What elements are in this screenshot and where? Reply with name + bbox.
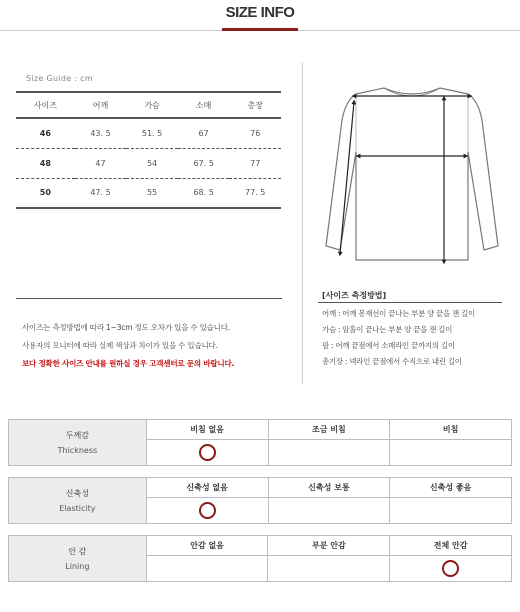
measure-method-list	[322, 308, 517, 372]
circle-marker-icon	[199, 444, 216, 461]
sleeve-cell: 67. 5	[178, 148, 230, 178]
shoulder-cell: 47	[75, 148, 127, 178]
title-underline	[222, 28, 298, 31]
column-header-sleeve: 소매	[178, 92, 230, 118]
sleeve-cell: 67	[178, 118, 230, 148]
size-cell: 50	[16, 178, 75, 208]
shoulder-cell: 47. 5	[75, 178, 127, 208]
table-row	[16, 118, 281, 148]
size-notes	[22, 322, 297, 376]
size-table-header	[16, 92, 281, 118]
size-cell: 46	[16, 118, 75, 148]
thickness-option-sheer: 비침	[390, 420, 512, 440]
elasticity-option-normal: 신축성 보통	[268, 478, 390, 498]
elasticity-cell-good	[390, 498, 512, 524]
elasticity-cell-normal	[268, 498, 390, 524]
elasticity-label-cell	[9, 478, 147, 524]
chest-cell: 51. 5	[126, 118, 178, 148]
thickness-cell-slight	[268, 440, 390, 466]
chest-cell: 55	[126, 178, 178, 208]
size-table	[16, 91, 281, 209]
elasticity-label-en: Elasticity	[59, 503, 96, 513]
length-cell: 77	[229, 148, 281, 178]
note-monitor-color: 사용자의 모니터에 따라 실제 색상과 차이가 있을 수 있습니다.	[22, 341, 218, 350]
lining-label: 안 감	[68, 546, 87, 556]
thickness-label: 두께감	[65, 430, 89, 440]
sweater-outline	[326, 88, 498, 260]
length-cell: 76	[229, 118, 281, 148]
method-length: 총기장 : 넥라인 끝점에서 수직으로 내린 길이	[322, 357, 462, 366]
column-header-chest: 가슴	[126, 92, 178, 118]
thickness-table	[8, 419, 512, 466]
thickness-option-slight: 조금 비침	[268, 420, 390, 440]
thickness-cell-sheer	[390, 440, 512, 466]
page-title: SIZE INFO	[225, 4, 295, 21]
column-header-shoulder: 어깨	[75, 92, 127, 118]
sweater-measure-diagram	[312, 78, 512, 268]
section-divider	[302, 62, 303, 384]
measure-method-title: [사이즈 측정방법]	[322, 291, 387, 300]
chest-cell: 54	[126, 148, 178, 178]
lining-option-none: 안감 없음	[146, 536, 268, 556]
circle-marker-icon	[199, 502, 216, 519]
lining-cell-partial	[268, 556, 390, 582]
lining-option-partial: 부분 안감	[268, 536, 390, 556]
thickness-label-en: Thickness	[57, 445, 98, 455]
length-cell: 77. 5	[229, 178, 281, 208]
column-header-size: 사이즈	[16, 92, 75, 118]
lining-cell-none	[146, 556, 268, 582]
method-shoulder: 어깨 : 어깨 봉재선이 끝나는 부분 양 끝을 잰 길이	[322, 309, 475, 318]
elasticity-option-none: 신축성 없음	[146, 478, 268, 498]
method-sleeve: 팔 : 어깨 끝점에서 소매라인 끝까지의 길이	[322, 341, 455, 350]
circle-marker-icon	[442, 560, 459, 577]
column-header-length: 총장	[229, 92, 281, 118]
sleeve-cell: 68. 5	[178, 178, 230, 208]
size-guide-label: Size Guide : cm	[26, 74, 93, 83]
thickness-cell-none	[146, 440, 268, 466]
elasticity-table	[8, 477, 512, 524]
lining-cell-full	[390, 556, 512, 582]
notes-divider	[16, 298, 282, 299]
note-measurement-error: 사이즈는 측정방법에 따라 1~3cm 정도 오차가 있을 수 있습니다.	[22, 323, 230, 332]
size-cell: 48	[16, 148, 75, 178]
table-row	[16, 148, 281, 178]
table-row	[16, 178, 281, 208]
lining-option-full: 전체 안감	[390, 536, 512, 556]
measure-method-divider	[318, 302, 502, 303]
lining-label-en: Lining	[65, 561, 90, 571]
thickness-label-cell	[9, 420, 147, 466]
thickness-option-none: 비침 없음	[146, 420, 268, 440]
note-contact-warning: 보다 정확한 사이즈 안내를 원하실 경우 고객센터로 문의 바랍니다.	[22, 359, 235, 368]
shoulder-cell: 43. 5	[75, 118, 127, 148]
lining-table	[8, 535, 512, 582]
elasticity-option-good: 신축성 좋음	[390, 478, 512, 498]
method-chest: 가슴 : 암홀이 끝나는 부분 양 끝을 잰 길이	[322, 325, 453, 334]
lining-label-cell	[9, 536, 147, 582]
elasticity-label: 신축성	[65, 488, 89, 498]
elasticity-cell-none	[146, 498, 268, 524]
